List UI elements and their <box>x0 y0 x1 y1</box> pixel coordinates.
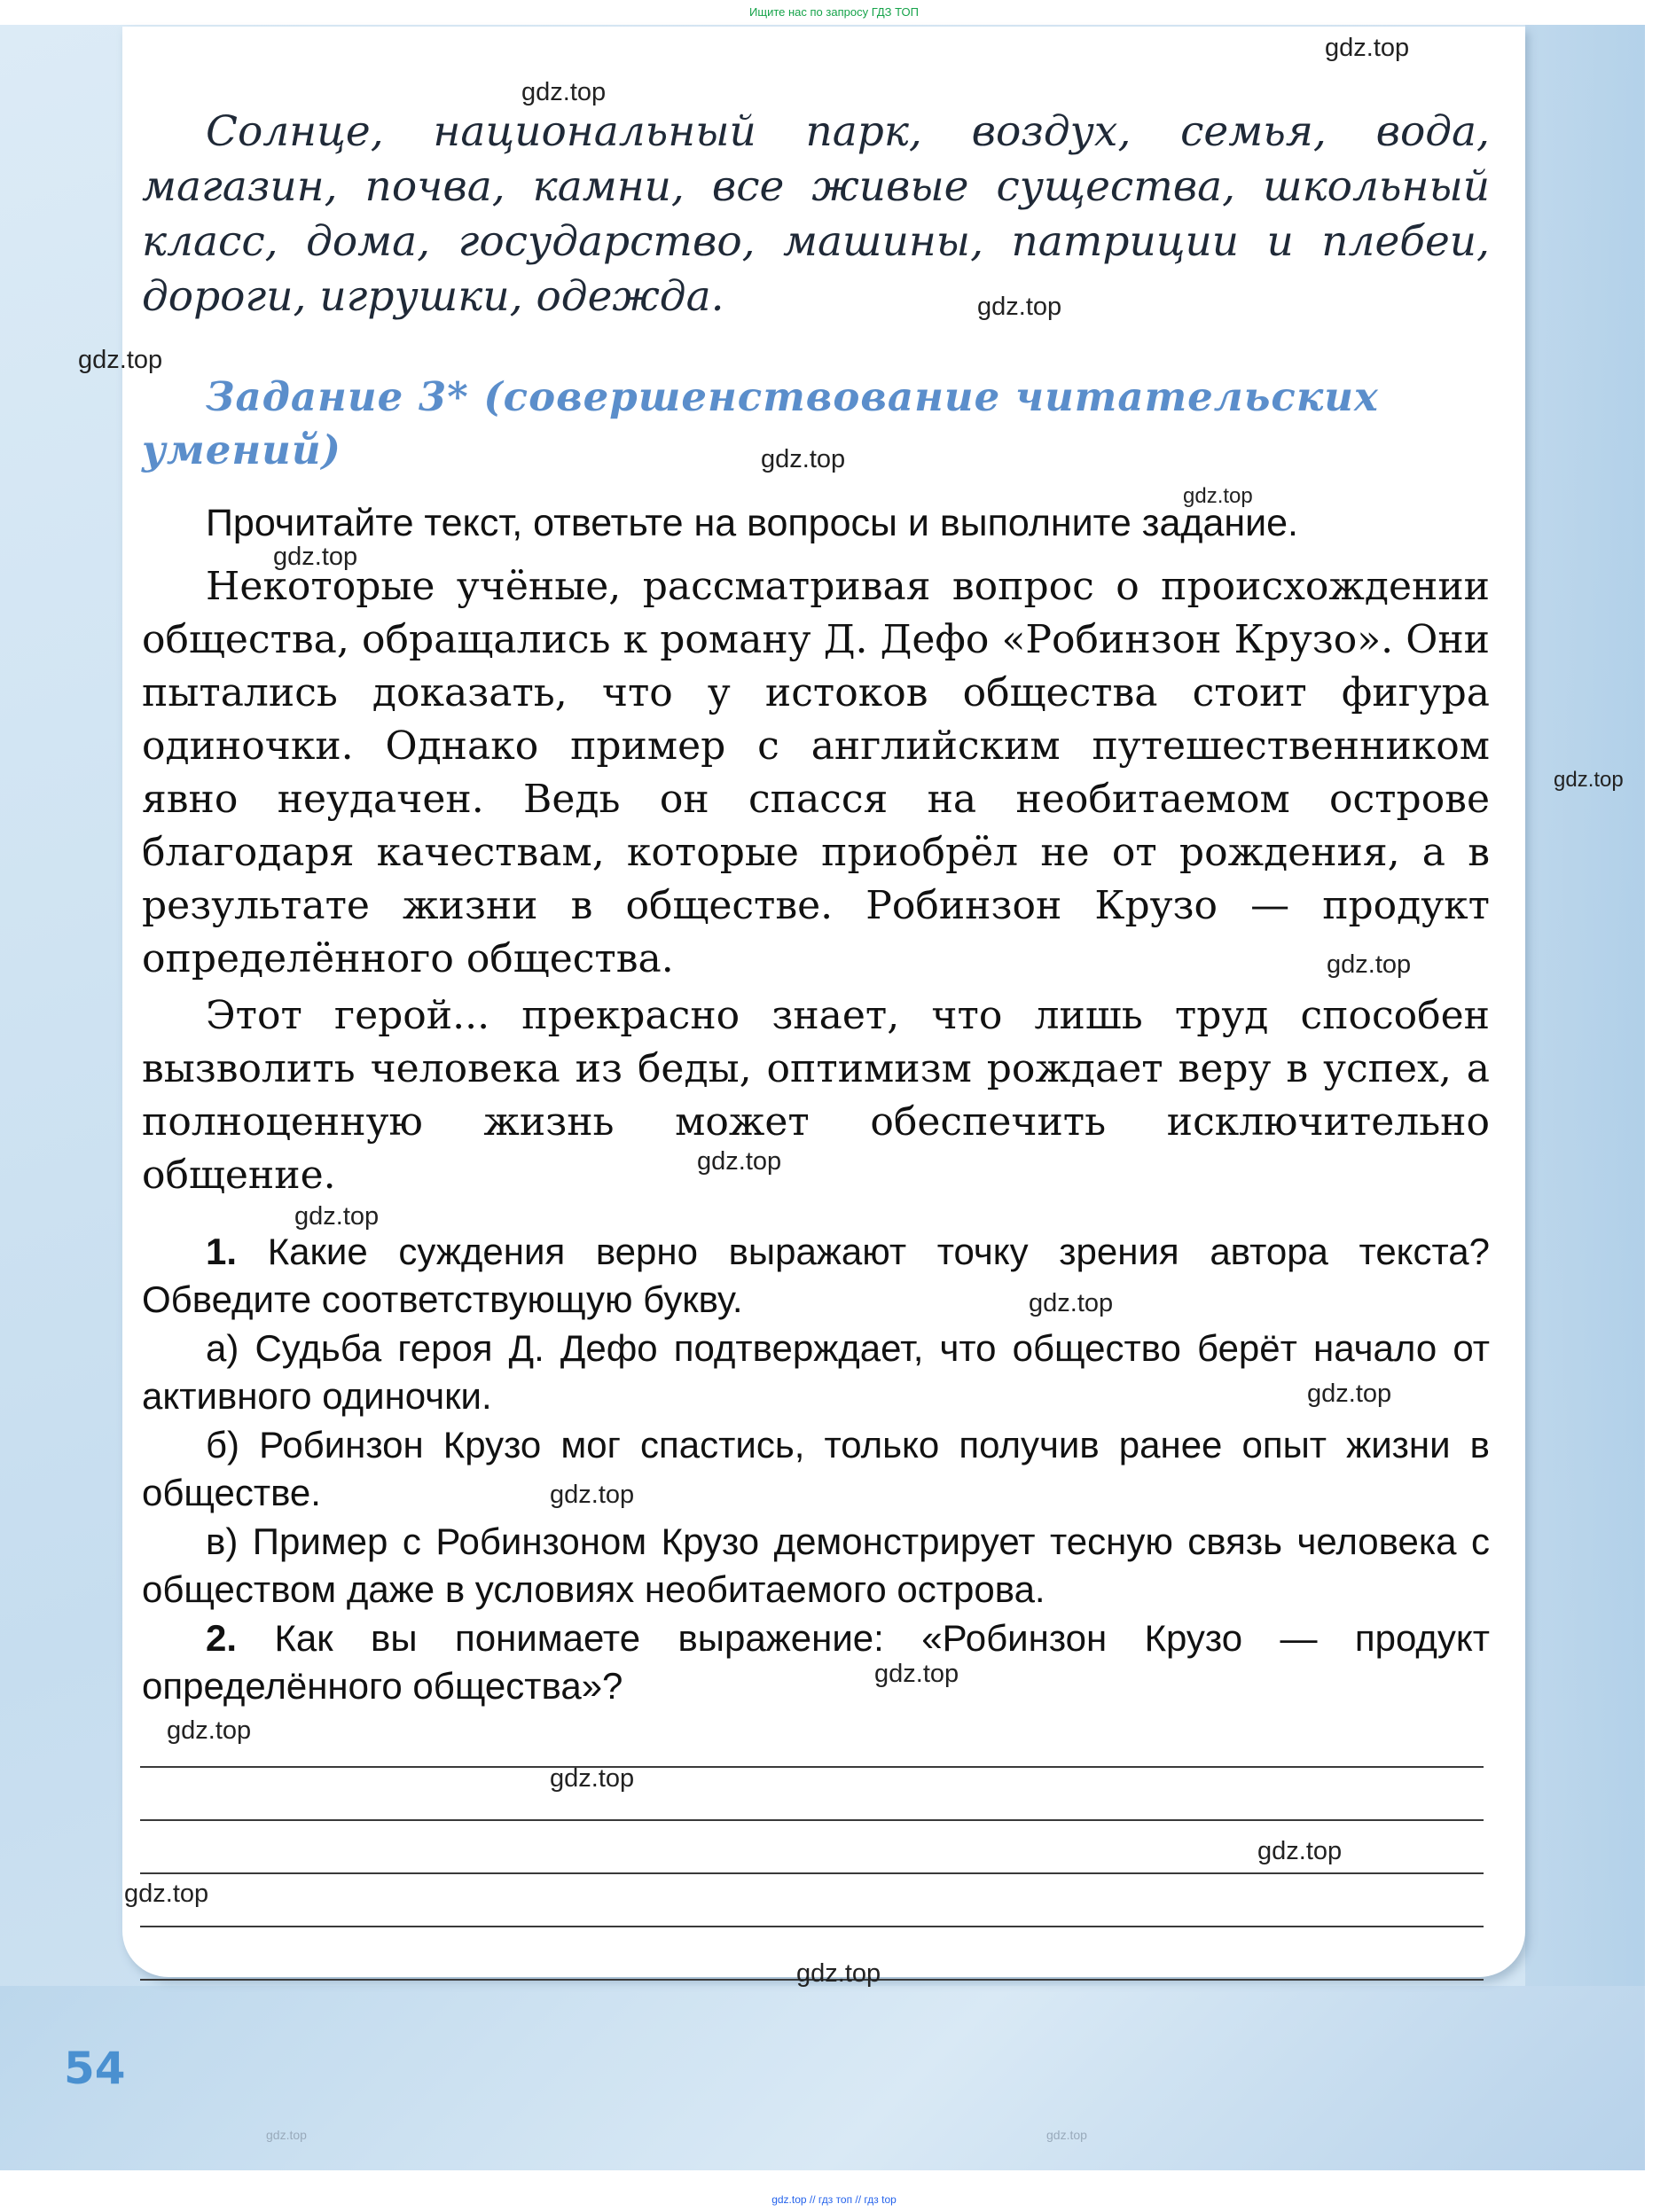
option-a[interactable]: а) Судьба героя Д. Дефо подтверждает, что общество берёт начало от активного одиночки. <box>142 1327 1490 1417</box>
question-1-text: Какие суждения верно выражают точку зрения автора текста? Обведите соответствующую букву. <box>142 1231 1491 1320</box>
watermark: gdz.top <box>167 1716 252 1745</box>
object-list-paragraph: Солнце, национальный парк, воздух, семья, вода, магазин, почва, камни, все живые существа, школьный класс, дома, государство, машины, патриции и плебеи, дороги, игрушки, одежда. <box>142 107 1490 321</box>
watermark: gdz.top <box>977 293 1062 321</box>
watermark: gdz.top <box>266 2128 307 2142</box>
watermark: gdz.top <box>1307 1380 1392 1408</box>
watermark: gdz.top <box>1327 950 1412 979</box>
option-b[interactable]: б) Робинзон Крузо мог спастись, только получив ранее опыт жизни в обществе. <box>142 1424 1490 1513</box>
answer-line-4[interactable] <box>140 1926 1484 1927</box>
watermark: gdz.top <box>273 543 358 571</box>
task3-heading: Задание 3* (совершенствование читательских умений) <box>142 373 1379 473</box>
question-2-number: 2. <box>206 1617 238 1659</box>
answer-line-2[interactable] <box>140 1819 1484 1821</box>
watermark: gdz.top <box>124 1880 209 1908</box>
watermark: gdz.top <box>1029 1289 1114 1317</box>
watermark: gdz.top <box>697 1147 782 1176</box>
watermark: gdz.top <box>874 1660 959 1688</box>
watermark: gdz.top <box>78 346 163 374</box>
page-number: 54 <box>64 2043 126 2094</box>
text-paragraph-2: Этот герой... прекрасно знает, что лишь труд способен вызволить человека из беды, оптимизм рождает веру в успех, а полноценную жизнь может обеспечить исключительно общение. <box>142 993 1490 1198</box>
option-c[interactable]: в) Пример с Робинзоном Крузо демонстрирует тесную связь человека с обществом даже в условиях необитаемого острова. <box>142 1520 1490 1610</box>
watermark: gdz.top <box>1183 484 1253 508</box>
watermark: gdz.top <box>550 1481 635 1509</box>
question-1 <box>142 1228 1490 1324</box>
watermark: gdz.top <box>761 445 846 473</box>
watermark: gdz.top <box>521 78 607 106</box>
watermark: gdz.top <box>294 1202 380 1231</box>
task3-instruction: Прочитайте текст, ответьте на вопросы и выполните задание. <box>206 502 1299 544</box>
watermark: gdz.top <box>1325 34 1410 62</box>
answer-line-1[interactable] <box>140 1766 1484 1768</box>
bottom-note[interactable]: gdz.top // гдз топ // гдз top <box>771 2193 897 2206</box>
text-paragraph-1: Некоторые учёные, рассматривая вопрос о происхождении общества, обращались к роману Д. Дефо «Робинзон Крузо». Они пытались доказать, что у истоков общества стоит фигура одиночки. Однако пример с английским путешественником явно неудачен. Ведь он спасся на необитаемом острове благодаря качествам, которые приобрёл не от рождения, а в результате жизни в обществе. Робинзон Крузо — продукт определённого общества. <box>142 564 1490 981</box>
watermark: gdz.top <box>1046 2128 1087 2142</box>
watermark: gdz.top <box>796 1959 881 1988</box>
answer-line-3[interactable] <box>140 1872 1484 1874</box>
top-note[interactable]: Ищите нас по запросу ГДЗ ТОП <box>749 5 919 19</box>
watermark: gdz.top <box>1257 1837 1343 1865</box>
page-background-edge <box>1525 25 1645 2170</box>
page-background-bottom <box>0 1986 1645 2170</box>
watermark: gdz.top <box>1554 768 1624 792</box>
question-2-text: Как вы понимаете выражение: «Робинзон Крузо — продукт определённого общества»? <box>142 1617 1491 1707</box>
question-1-number: 1. <box>206 1231 238 1272</box>
question-2 <box>142 1614 1490 1710</box>
watermark: gdz.top <box>550 1764 635 1793</box>
